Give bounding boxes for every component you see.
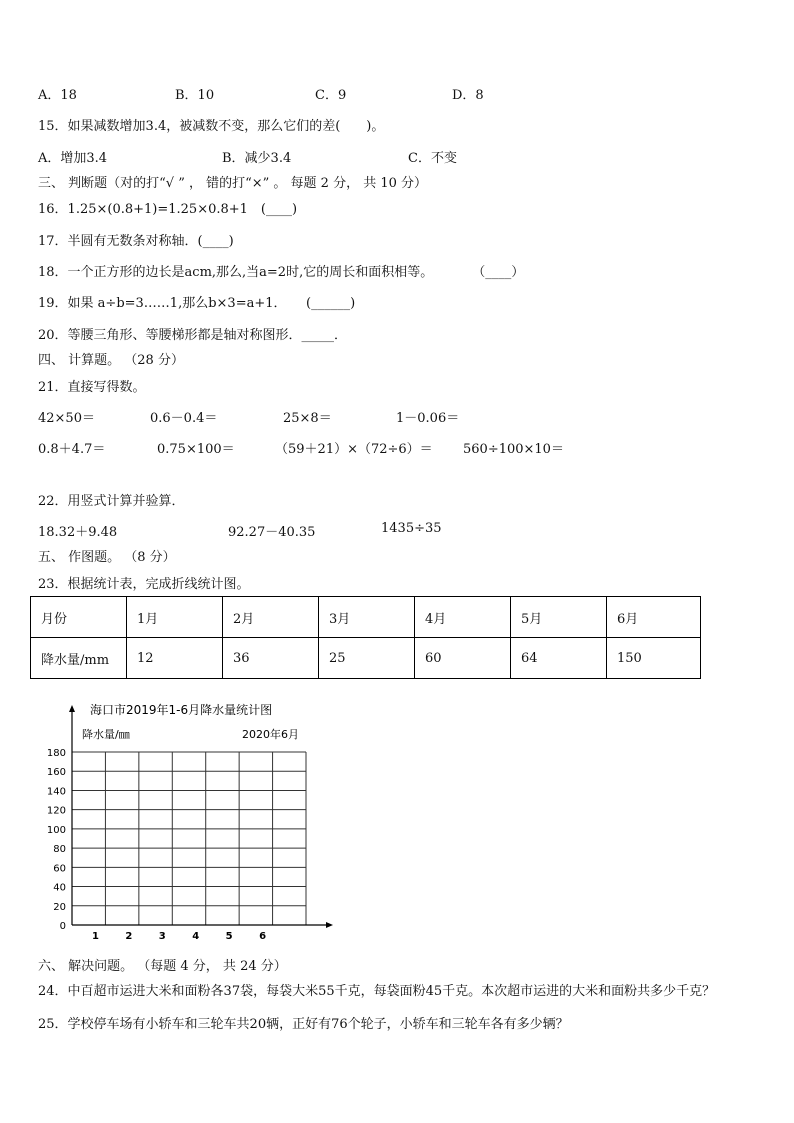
q22-item: 1435÷35 xyxy=(381,521,442,536)
rainfall-line-chart xyxy=(30,690,340,945)
q21-item: 0.8＋4.7＝ xyxy=(38,442,106,457)
section4-heading: 四、 计算题。 （28 分） xyxy=(38,353,184,368)
q15-text: 15．如果减数增加3.4，被减数不变，那么它们的差( )。 xyxy=(38,119,385,134)
table-row xyxy=(31,597,701,638)
rainfall-table xyxy=(30,596,701,679)
chart-grid xyxy=(72,752,306,925)
x-tick-label: 1 xyxy=(91,931,99,942)
q14-option-a: A．18 xyxy=(38,88,77,103)
y-tick-label: 0 xyxy=(59,921,66,932)
section3-heading: 三、 判断题（对的打“√ ” ， 错的打“×” 。 每题 2 分， 共 10 分） xyxy=(38,176,428,191)
q14-option-d: D．8 xyxy=(452,88,484,103)
q25-text: 25．学校停车场有小轿车和三轮车共20辆，正好有76个轮子，小轿车和三轮车各有多少辆？ xyxy=(38,1017,569,1032)
table-cell: 4月 xyxy=(415,597,511,638)
table-cell: 64 xyxy=(511,638,607,679)
x-tick-label: 2 xyxy=(125,931,133,942)
y-tick-label: 80 xyxy=(53,844,66,856)
table-cell: 降水量/mm xyxy=(31,638,127,679)
q24-text: 24．中百超市运进大米和面粉各37袋，每袋大米55千克，每袋面粉45千克。本次超市运进的大米和面粉共多少千克？ xyxy=(38,984,716,999)
table-cell: 60 xyxy=(415,638,511,679)
section6-heading: 六、 解决问题。 （每题 4 分， 共 24 分） xyxy=(38,959,287,974)
table-cell: 12 xyxy=(127,638,223,679)
table-cell: 1月 xyxy=(127,597,223,638)
y-tick-label: 140 xyxy=(46,786,66,798)
chart-date-note: 2020年6月 xyxy=(242,728,299,741)
y-tick-label: 40 xyxy=(53,882,66,894)
x-tick-label: 4 xyxy=(192,931,200,942)
q15-option-a: A．增加3.4 xyxy=(38,151,108,166)
q16-text: 16．1.25×(0.8+1)=1.25×0.8+1 (____) xyxy=(38,202,298,217)
y-tick-label: 60 xyxy=(53,863,66,875)
q21-item: 1－0.06＝ xyxy=(396,411,460,426)
table-cell: 5月 xyxy=(511,597,607,638)
x-axis-arrow xyxy=(326,922,333,928)
q22-item: 18.32＋9.48 xyxy=(38,525,118,540)
q17-text: 17．半圆有无数条对称轴．(____) xyxy=(38,234,234,249)
x-tick-label: 6 xyxy=(259,931,267,942)
q21-item: 0.6－0.4＝ xyxy=(150,411,218,426)
q21-item: 25×8＝ xyxy=(283,411,332,426)
q20-text: 20．等腰三角形、等腰梯形都是轴对称图形．_____． xyxy=(38,328,348,343)
q21-item: 0.75×100＝ xyxy=(157,442,235,457)
table-row xyxy=(31,638,701,679)
y-tick-label: 180 xyxy=(46,748,66,759)
y-tick-label: 20 xyxy=(53,901,66,913)
y-tick-label: 100 xyxy=(46,824,66,836)
table-cell: 2月 xyxy=(223,597,319,638)
table-cell: 月份 xyxy=(31,597,127,638)
table-cell: 25 xyxy=(319,638,415,679)
q21-item: 42×50＝ xyxy=(38,411,95,426)
chart-ylabel: 降水量/㎜ xyxy=(82,728,130,741)
q23-text: 23．根据统计表，完成折线统计图。 xyxy=(38,577,250,592)
q15-option-c: C．不变 xyxy=(408,151,457,166)
chart-x-ticks xyxy=(92,931,266,942)
q14-option-b: B．10 xyxy=(175,88,215,103)
chart-title: 海口市2019年1-6月降水量统计图 xyxy=(90,703,273,717)
q22-text: 22．用竖式计算并验算． xyxy=(38,494,185,509)
y-tick-label: 120 xyxy=(46,805,66,817)
x-tick-label: 5 xyxy=(225,931,233,942)
table-cell: 3月 xyxy=(319,597,415,638)
q21-item: 560÷100×10＝ xyxy=(463,442,564,457)
q15-option-b: B．减少3.4 xyxy=(222,151,292,166)
q19-text: 19．如果 a÷b=3……1,那么b×3=a+1． (______) xyxy=(38,296,356,311)
table-cell: 36 xyxy=(223,638,319,679)
q14-option-c: C．9 xyxy=(315,88,347,103)
q22-item: 92.27－40.35 xyxy=(228,525,316,540)
table-cell: 6月 xyxy=(607,597,701,638)
table-cell: 150 xyxy=(607,638,701,679)
y-tick-label: 160 xyxy=(46,767,66,779)
q18-text: 18．一个正方形的边长是acm,那么,当a=2时,它的周长和面积相等。 （____） xyxy=(38,265,525,280)
x-tick-label: 3 xyxy=(158,931,166,942)
section5-heading: 五、 作图题。 （8 分） xyxy=(38,550,176,565)
chart-y-ticks xyxy=(47,748,66,932)
q21-text: 21．直接写得数。 xyxy=(38,380,146,395)
q21-item: （59＋21）×（72÷6）＝ xyxy=(275,442,433,457)
y-axis-arrow xyxy=(69,705,75,712)
